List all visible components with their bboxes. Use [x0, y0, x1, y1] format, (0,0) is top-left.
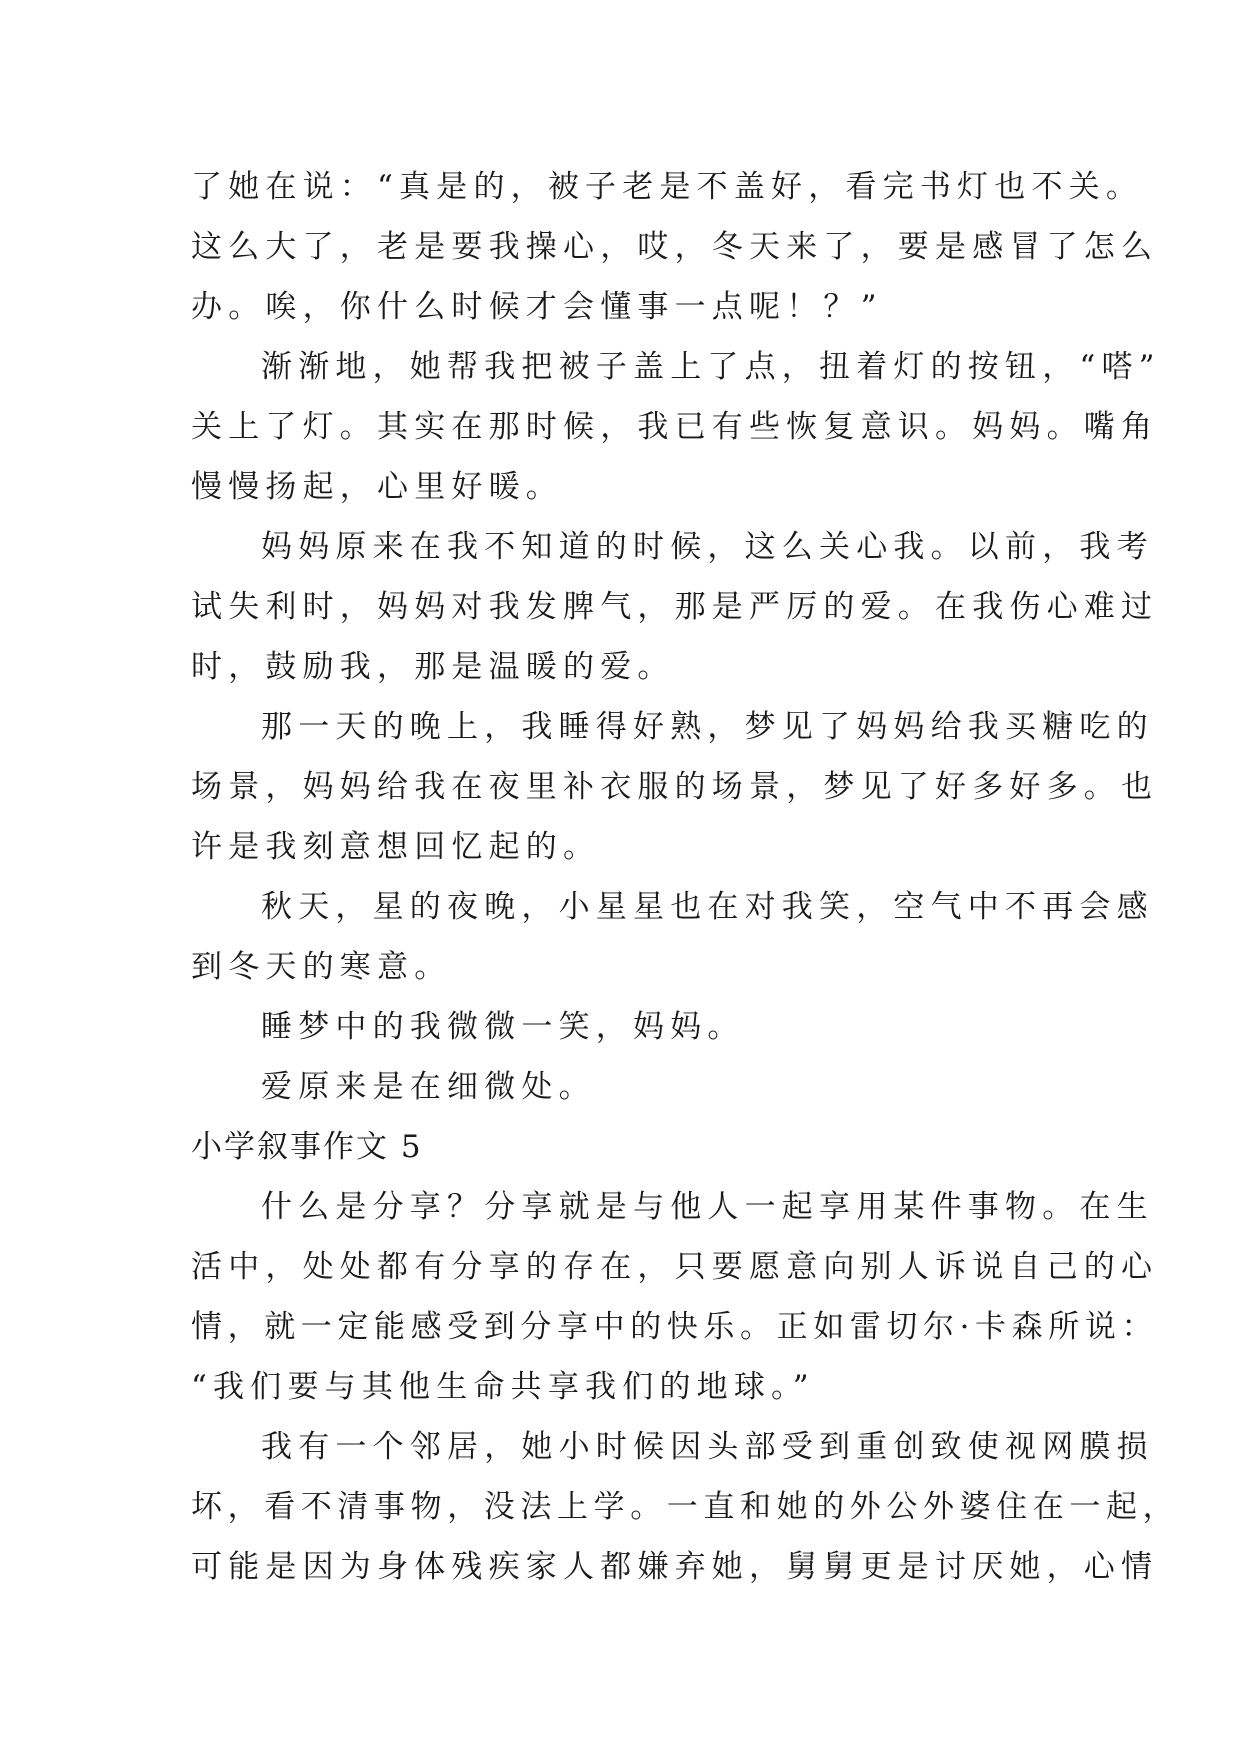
- text-line: 场景，妈妈给我在夜里补衣服的场景，梦见了好多好多。也: [191, 769, 1159, 805]
- text-line: 时，鼓励我，那是温暖的爱。: [191, 649, 675, 685]
- text-line: 关上了灯。其实在那时候，我已有些恢复意识。妈妈。嘴角: [191, 409, 1159, 445]
- paragraph-first-line: 那一天的晚上，我睡得好熟，梦见了妈妈给我买糖吃的: [261, 709, 1154, 745]
- text-line: 慢慢扬起，心里好暖。: [191, 469, 563, 505]
- paragraph-first-line: 睡梦中的我微微一笑，妈妈。: [261, 1009, 745, 1045]
- paragraph-first-line: 爱原来是在细微处。: [261, 1069, 596, 1105]
- paragraph-first-line: 我有一个邻居，她小时候因头部受到重创致使视网膜损: [261, 1429, 1154, 1465]
- section-heading: 小学叙事作文 5: [191, 1129, 423, 1165]
- text-line: 可能是因为身体残疾家人都嫌弃她，舅舅更是讨厌她，心情: [191, 1549, 1159, 1585]
- text-line: 这么大了，老是要我操心，哎，冬天来了，要是感冒了怎么: [191, 229, 1159, 265]
- document-body: [191, 157, 1180, 1597]
- text-line: 到冬天的寒意。: [191, 949, 452, 985]
- paragraph-first-line: 渐渐地，她帮我把被子盖上了点，扭着灯的按钮，“嗒”: [261, 349, 1161, 385]
- paragraph-first-line: 妈妈原来在我不知道的时候，这么关心我。以前，我考: [261, 529, 1154, 565]
- text-line: 许是我刻意想回忆起的。: [191, 829, 601, 865]
- text-line: 了她在说：“真是的，被子老是不盖好，看完书灯也不关。: [191, 169, 1144, 205]
- text-line: 坏，看不清事物，没法上学。一直和她的外公外婆住在一起，: [191, 1489, 1180, 1525]
- text-line: 活中，处处都有分享的存在，只要愿意向别人诉说自己的心: [191, 1249, 1159, 1285]
- text-line: “我们要与其他生命共享我们的地球。”: [191, 1369, 815, 1405]
- paragraph-first-line: 秋天，星的夜晚，小星星也在对我笑，空气中不再会感: [261, 889, 1154, 925]
- text-line: 办。唉，你什么时候才会懂事一点呢！？”: [191, 289, 883, 325]
- paragraph-first-line: 什么是分享？分享就是与他人一起享用某件事物。在生: [261, 1189, 1154, 1225]
- text-line: 试失利时，妈妈对我发脾气，那是严厉的爱。在我伤心难过: [191, 589, 1159, 625]
- text-line: 情，就一定能感受到分享中的快乐。正如雷切尔·卡森所说：: [191, 1309, 1159, 1345]
